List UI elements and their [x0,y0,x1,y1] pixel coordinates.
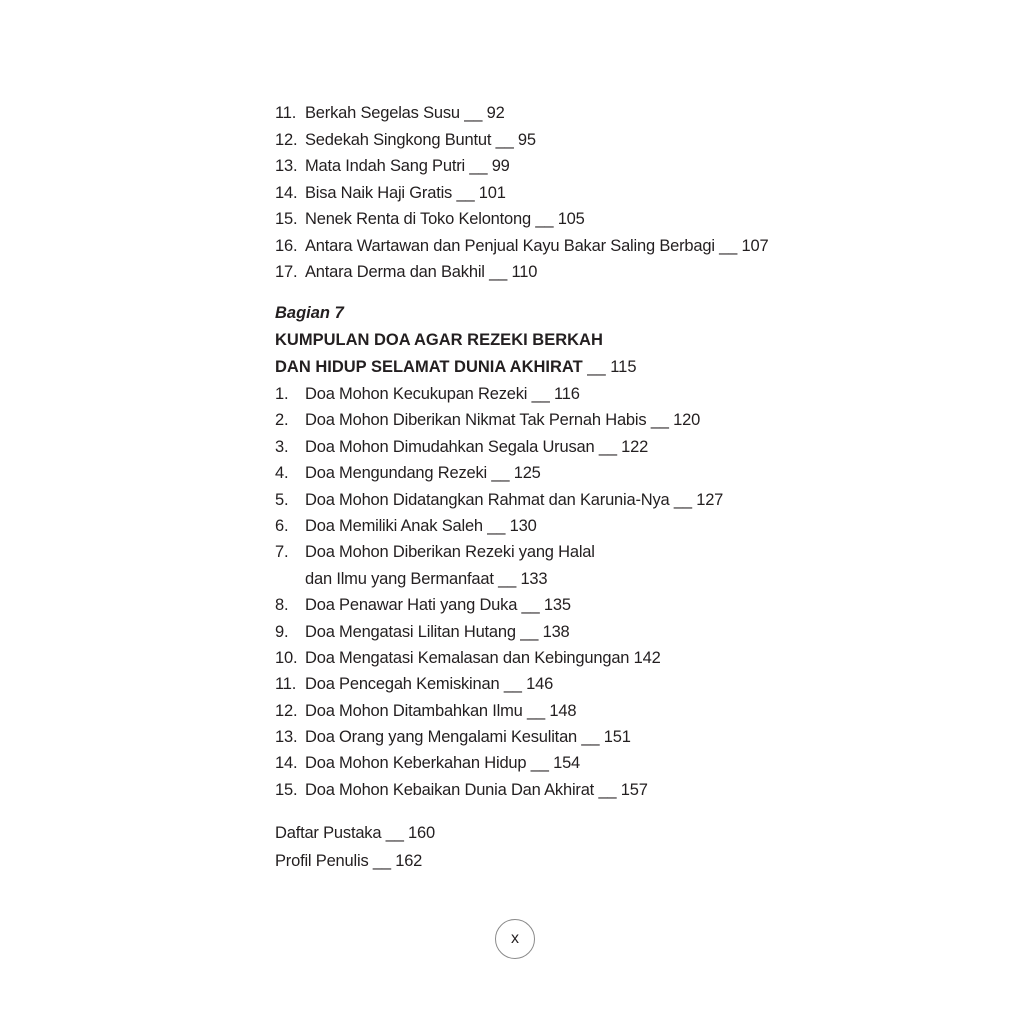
entry-title: Doa Mengatasi Lilitan Hutang __ 138 [305,622,570,641]
entry-title: Doa Mohon Dimudahkan Segala Urusan __ 122 [305,437,649,456]
entry-number: 13. [275,728,298,747]
toc-entry [275,592,835,618]
entry-title: Doa Mohon Didatangkan Rahmat dan Karunia-Nya __ 127 [305,490,724,509]
toc-list-part2 [275,381,835,803]
entry-title: Doa Orang yang Mengalami Kesulitan __ 151 [305,728,631,747]
entry-title: Mata Indah Sang Putri __ 99 [305,157,510,175]
section-title-line1: KUMPULAN DOA AGAR REZEKI BERKAH [275,331,603,349]
entry-number: 6. [275,516,289,535]
toc-entry [275,233,835,260]
entry-number: 5. [275,490,289,509]
entry-number: 16. [275,236,298,255]
entry-number: 14. [275,754,298,773]
toc-entry [275,381,835,407]
entry-title: Doa Mohon Kecukupan Rezeki __ 116 [305,385,580,403]
entry-title: Antara Wartawan dan Penjual Kayu Bakar Saling Berbagi __ 107 [305,236,769,255]
toc-entry [275,460,835,486]
entry-number: 13. [275,157,298,175]
entry-number: 8. [275,596,289,615]
entry-title: Doa Pencegah Kemiskinan __ 146 [305,675,554,694]
entry-title: Sedekah Singkong Buntut __ 95 [305,130,536,149]
entry-number: 17. [275,263,298,281]
toc-entry [275,698,835,724]
entry-number: 10. [275,648,298,667]
toc-entry [275,127,835,154]
toc-back-matter [275,819,835,875]
entry-title: dan Ilmu yang Bermanfaat __ 133 [305,569,548,588]
entry-number: 12. [275,130,298,149]
entry-number: 2. [275,411,289,430]
toc-entry [275,153,835,180]
toc-entry [275,407,835,433]
section-page-ref: __ 115 [582,358,637,376]
toc-list-part1 [275,100,835,286]
entry-number: 7. [275,543,289,562]
entry-number: 15. [275,780,298,799]
page-number-badge: x [495,919,535,959]
entry-title: Doa Penawar Hati yang Duka __ 135 [305,596,571,615]
toc-entry [275,724,835,750]
toc-entry [275,645,835,671]
toc-entry-profil-penulis [275,847,835,875]
entry-number: 15. [275,210,298,228]
entry-title: Doa Mohon Diberikan Rezeki yang Halal [305,543,595,562]
toc-entry [275,671,835,697]
entry-title: Doa Mohon Kebaikan Dunia Dan Akhirat __ 157 [305,780,648,799]
entry-number: 14. [275,183,298,202]
toc-entry [275,539,835,565]
entry-title: Daftar Pustaka __ 160 [275,824,435,842]
entry-number: 4. [275,464,289,483]
entry-number: 12. [275,701,298,720]
toc-entry-daftar-pustaka [275,819,835,847]
toc-entry [275,750,835,776]
section-title-line2 [275,354,835,381]
toc-entry [275,180,835,207]
entry-number: 1. [275,385,289,403]
entry-title: Bisa Naik Haji Gratis __ 101 [305,183,506,202]
entry-title: Doa Mengatasi Kemalasan dan Kebingungan 142 [305,648,661,667]
entry-number: 3. [275,437,289,456]
toc-entry [275,619,835,645]
section-heading [275,300,835,381]
entry-title: Antara Derma dan Bakhil __ 110 [305,263,538,281]
entry-title: Nenek Renta di Toko Kelontong __ 105 [305,210,585,228]
toc-entry [275,513,835,539]
section-label: Bagian 7 [275,304,344,322]
entry-title: Doa Mohon Diberikan Nikmat Tak Pernah Habis __ 120 [305,411,701,430]
toc-entry [275,259,835,286]
toc-entry [275,206,835,233]
toc-entry [275,434,835,460]
section-title-text: DAN HIDUP SELAMAT DUNIA AKHIRAT [275,358,583,376]
entry-number: 11. [275,675,297,694]
entry-title: Doa Memiliki Anak Saleh __ 130 [305,516,537,535]
entry-title: Berkah Segelas Susu __ 92 [305,104,505,122]
entry-number: 9. [275,622,289,641]
entry-title: Profil Penulis __ 162 [275,852,423,870]
entry-title: Doa Mengundang Rezeki __ 125 [305,464,541,483]
toc-entry [275,487,835,513]
toc-entry-continuation [275,566,835,592]
toc-entry [275,100,835,127]
entry-title: Doa Mohon Keberkahan Hidup __ 154 [305,754,581,773]
entry-number: 11. [275,104,297,122]
toc-entry [275,777,835,803]
entry-title: Doa Mohon Ditambahkan Ilmu __ 148 [305,701,577,720]
